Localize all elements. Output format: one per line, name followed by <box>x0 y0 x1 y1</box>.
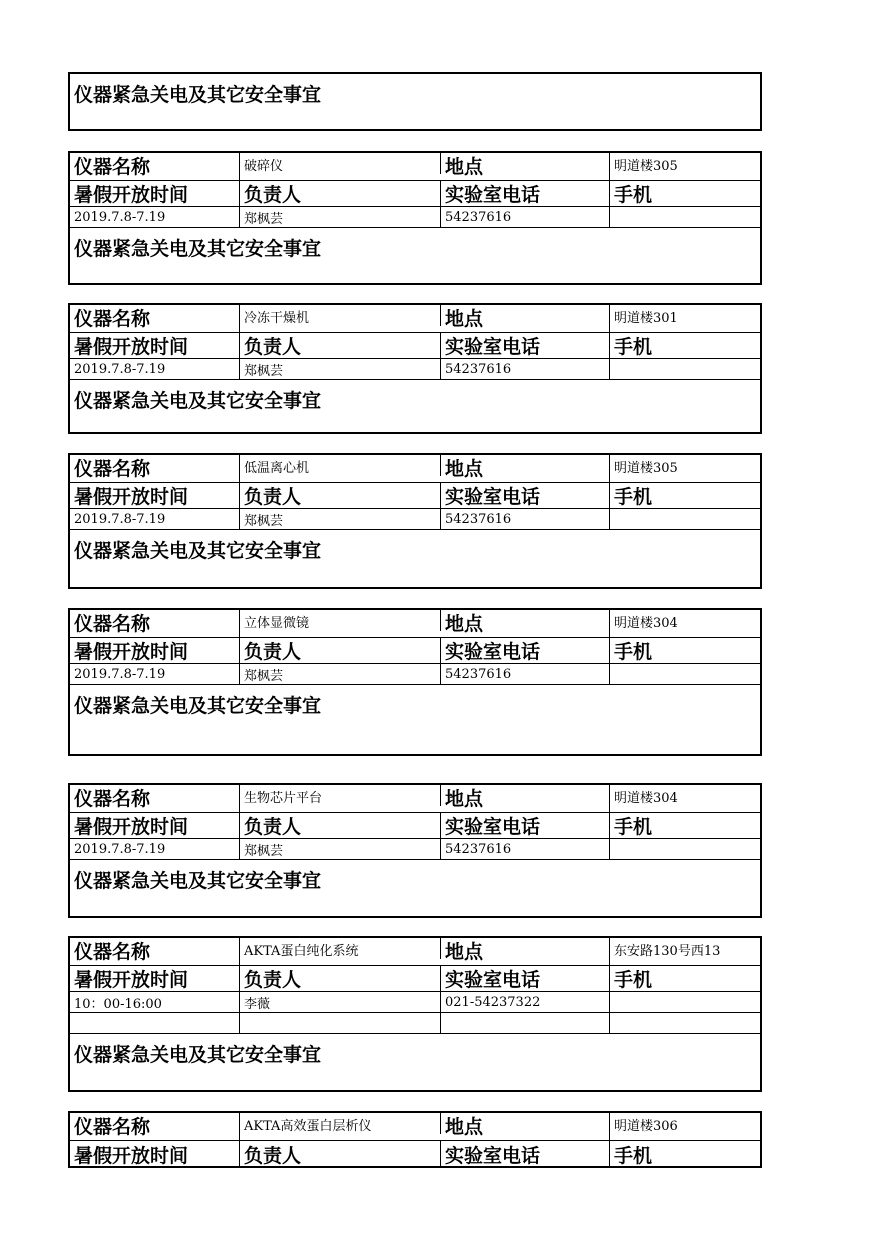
instrument-block <box>68 453 762 589</box>
location-label: 地点 <box>441 1112 610 1140</box>
mobile-label: 手机 <box>614 816 653 838</box>
mobile-label: 手机 <box>614 641 653 663</box>
hours-label: 暑假开放时间 <box>70 483 240 508</box>
person-label: 负责人 <box>240 813 441 838</box>
location-label: 地点 <box>441 609 610 637</box>
location-label: 地点 <box>441 454 610 482</box>
phone-label: 实验室电话 <box>441 483 610 508</box>
instrument-location: 东安路130号西13 <box>614 944 721 959</box>
instrument-name: AKTA蛋白纯化系统 <box>240 938 441 959</box>
hours-value: 2019.7.8-7.19 <box>70 207 240 227</box>
mobile-label: 手机 <box>614 486 653 508</box>
mobile-value <box>610 207 760 227</box>
empty-cell <box>70 1013 240 1033</box>
mobile-label: 手机 <box>614 1144 653 1167</box>
instrument-name: AKTA高效蛋白层析仪 <box>240 1113 441 1134</box>
hours-label: 暑假开放时间 <box>70 181 240 206</box>
instrument-name: 冷冻干燥机 <box>240 305 441 326</box>
phone-label: 实验室电话 <box>441 966 610 991</box>
hours-label: 暑假开放时间 <box>70 813 240 838</box>
phone-label: 实验室电话 <box>441 1141 610 1167</box>
person-value: 郑枫芸 <box>240 839 441 859</box>
name-label: 仪器名称 <box>70 937 240 965</box>
hours-value: 2019.7.8-7.19 <box>70 839 240 859</box>
person-value: 郑枫芸 <box>240 664 441 684</box>
emergency-label: 仪器紧急关电及其它安全事宜 <box>74 695 322 717</box>
hours-value: 10：00-16:00 <box>70 992 240 1012</box>
instrument-name: 低温离心机 <box>240 455 441 476</box>
person-label: 负责人 <box>240 333 441 358</box>
mobile-value <box>610 664 760 684</box>
instrument-location: 明道楼306 <box>614 1119 678 1134</box>
emergency-label: 仪器紧急关电及其它安全事宜 <box>74 390 322 412</box>
mobile-label: 手机 <box>614 184 653 206</box>
mobile-value <box>610 509 760 529</box>
phone-label: 实验室电话 <box>441 181 610 206</box>
emergency-label: 仪器紧急关电及其它安全事宜 <box>74 540 322 562</box>
mobile-value <box>610 359 760 379</box>
mobile-label: 手机 <box>614 336 653 358</box>
person-label: 负责人 <box>240 181 441 206</box>
phone-value: 54237616 <box>441 509 610 529</box>
empty-cell <box>240 1013 441 1033</box>
empty-cell <box>441 1013 610 1033</box>
emergency-block-top <box>68 72 762 131</box>
instrument-location: 明道楼304 <box>614 616 678 631</box>
name-label: 仪器名称 <box>70 784 240 812</box>
instrument-location: 明道楼301 <box>614 311 678 326</box>
instrument-block <box>68 303 762 434</box>
instrument-location: 明道楼305 <box>614 159 678 174</box>
location-label: 地点 <box>441 304 610 332</box>
phone-value: 54237616 <box>441 664 610 684</box>
person-label: 负责人 <box>240 483 441 508</box>
emergency-label: 仪器紧急关电及其它安全事宜 <box>74 238 322 260</box>
phone-label: 实验室电话 <box>441 333 610 358</box>
location-label: 地点 <box>441 152 610 180</box>
person-value: 郑枫芸 <box>240 509 441 529</box>
mobile-value <box>610 992 760 1012</box>
hours-value: 2019.7.8-7.19 <box>70 664 240 684</box>
phone-label: 实验室电话 <box>441 638 610 663</box>
instrument-name: 破碎仪 <box>240 153 441 174</box>
hours-value: 2019.7.8-7.19 <box>70 359 240 379</box>
name-label: 仪器名称 <box>70 152 240 180</box>
instrument-block <box>68 783 762 918</box>
name-label: 仪器名称 <box>70 1112 240 1140</box>
person-value: 郑枫芸 <box>240 207 441 227</box>
emergency-label: 仪器紧急关电及其它安全事宜 <box>74 84 322 106</box>
instrument-location: 明道楼305 <box>614 461 678 476</box>
instrument-name: 生物芯片平台 <box>240 785 441 806</box>
hours-label: 暑假开放时间 <box>70 966 240 991</box>
empty-cell <box>610 1013 760 1033</box>
name-label: 仪器名称 <box>70 609 240 637</box>
instrument-block <box>68 936 762 1092</box>
phone-value: 54237616 <box>441 359 610 379</box>
mobile-value <box>610 839 760 859</box>
phone-value: 54237616 <box>441 839 610 859</box>
location-label: 地点 <box>441 784 610 812</box>
instrument-block <box>68 151 762 285</box>
instrument-location: 明道楼304 <box>614 791 678 806</box>
phone-label: 实验室电话 <box>441 813 610 838</box>
emergency-label: 仪器紧急关电及其它安全事宜 <box>74 1044 322 1066</box>
person-label: 负责人 <box>240 966 441 991</box>
person-value: 李薇 <box>240 992 441 1012</box>
hours-value: 2019.7.8-7.19 <box>70 509 240 529</box>
hours-label: 暑假开放时间 <box>70 1141 240 1167</box>
person-value: 郑枫芸 <box>240 359 441 379</box>
phone-value: 54237616 <box>441 207 610 227</box>
emergency-label: 仪器紧急关电及其它安全事宜 <box>74 870 322 892</box>
name-label: 仪器名称 <box>70 454 240 482</box>
person-label: 负责人 <box>240 1141 441 1167</box>
instrument-block <box>68 1111 762 1168</box>
hours-label: 暑假开放时间 <box>70 638 240 663</box>
hours-label: 暑假开放时间 <box>70 333 240 358</box>
name-label: 仪器名称 <box>70 304 240 332</box>
person-label: 负责人 <box>240 638 441 663</box>
instrument-block <box>68 608 762 756</box>
instrument-name: 立体显微镜 <box>240 610 441 631</box>
location-label: 地点 <box>441 937 610 965</box>
mobile-label: 手机 <box>614 969 653 991</box>
phone-value: 021-54237322 <box>441 992 610 1012</box>
